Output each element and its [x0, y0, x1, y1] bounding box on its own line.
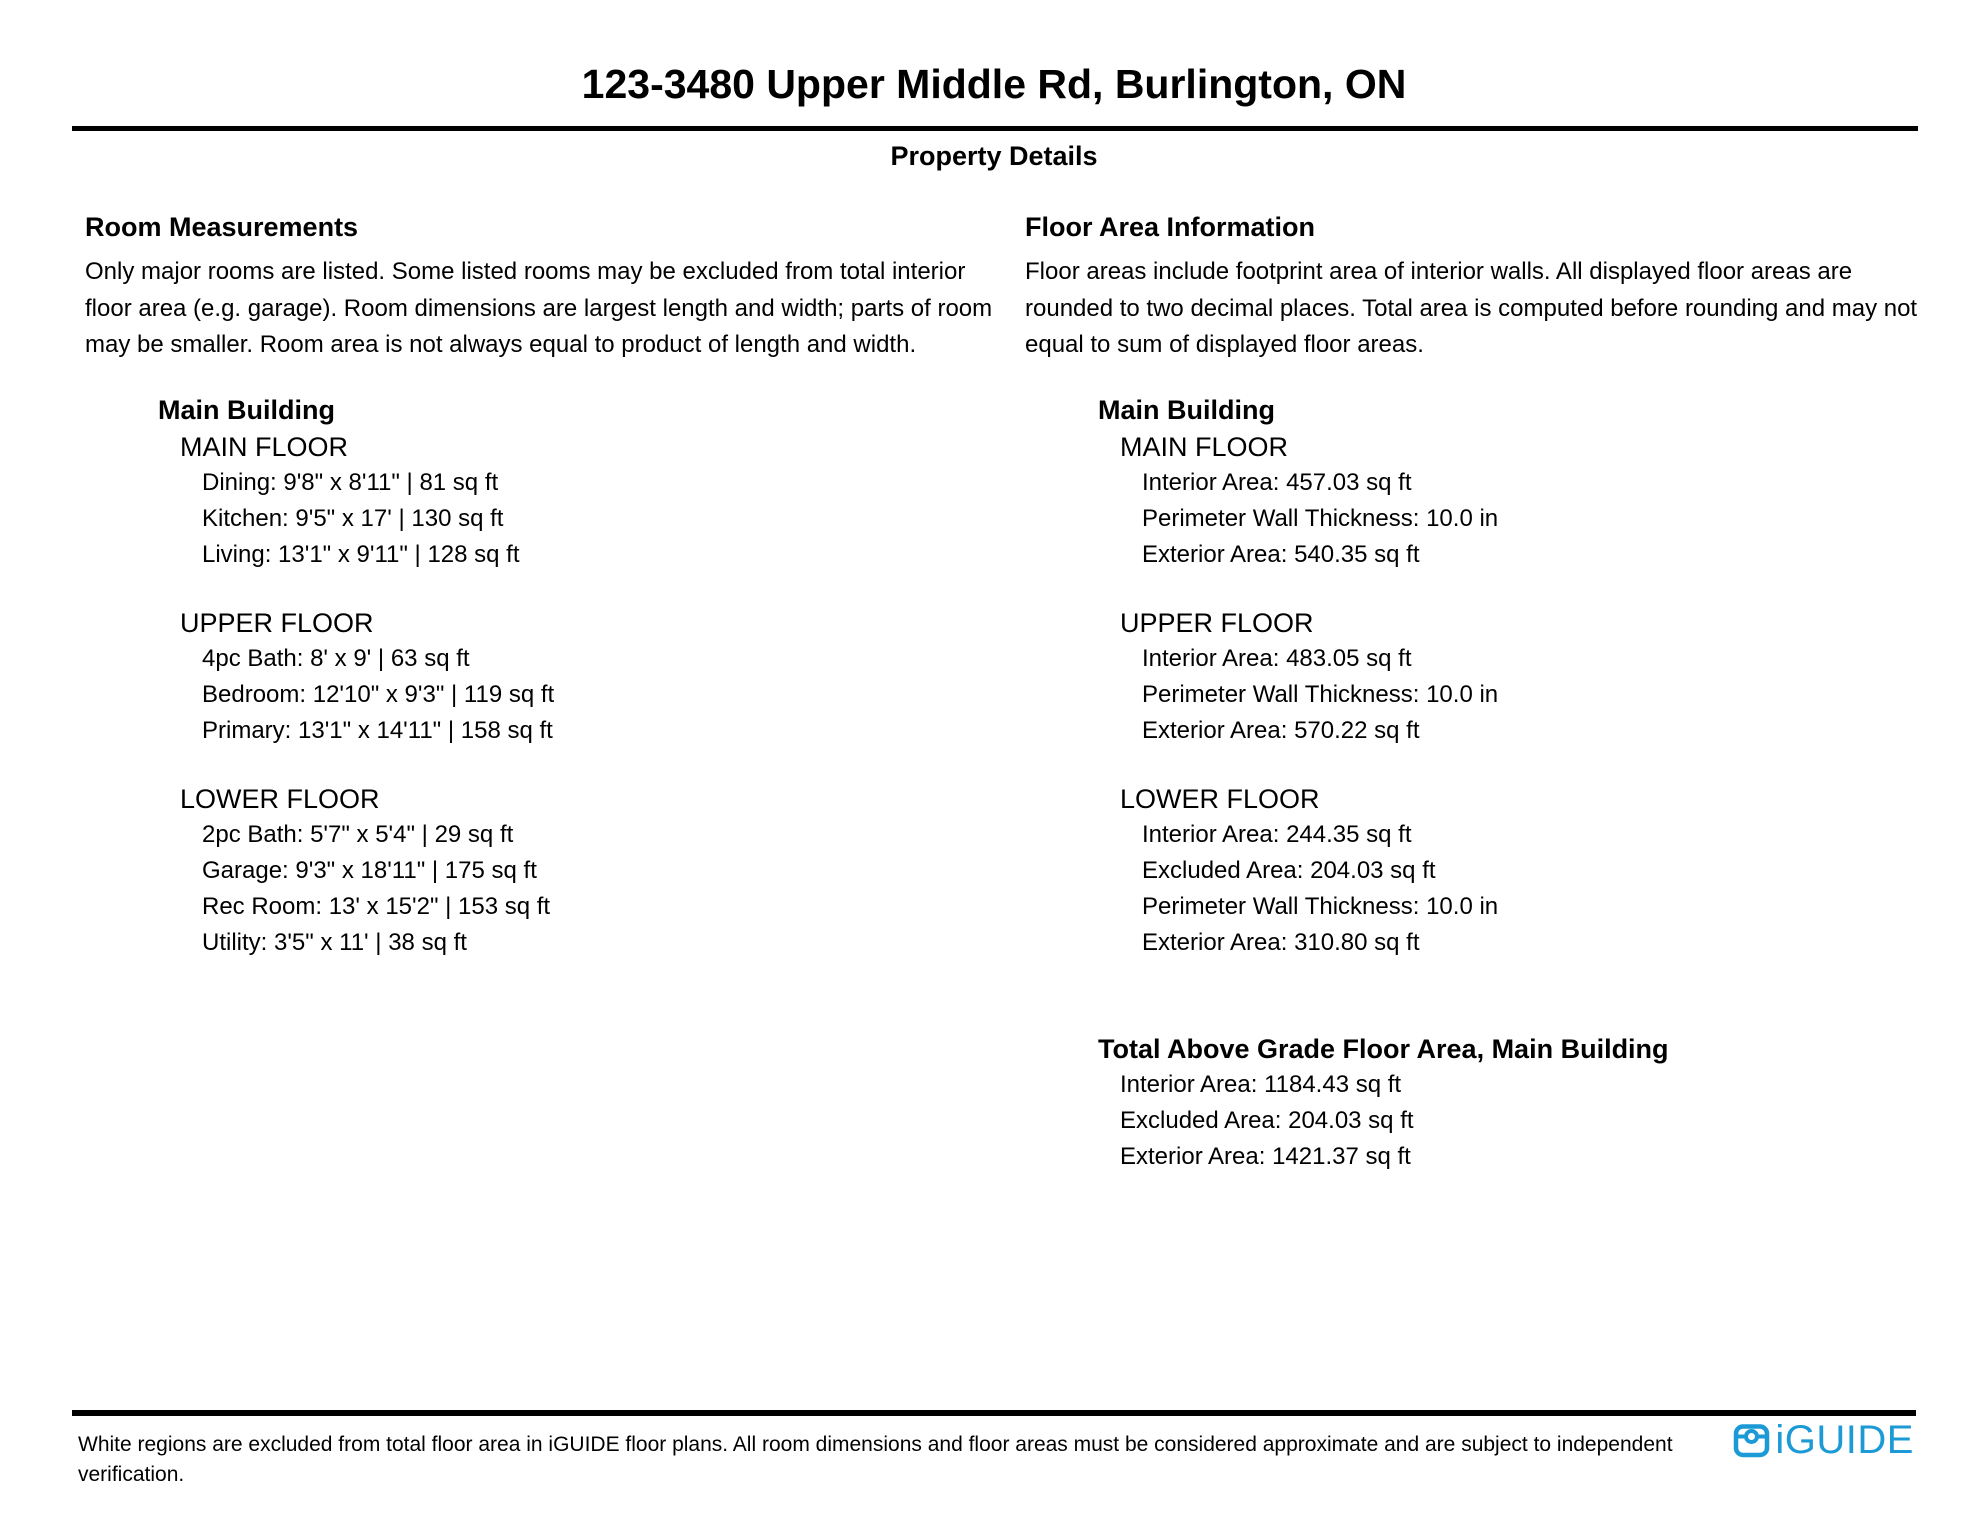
detail-line: Dining: 9'8" x 8'11" | 81 sq ft [202, 468, 499, 496]
room-measurements-description: Only major rooms are listed. Some listed rooms may be excluded from total interior floor area (e.g. garage). Room dimensions are largest length and width; parts of room may be smaller. Room area is not always equal to product of length and width. [85, 258, 993, 358]
floor-block [158, 429, 995, 573]
floor-block [1098, 781, 1940, 961]
detail-line: Rec Room: 13' x 15'2" | 153 sq ft [202, 892, 551, 920]
floor-name: MAIN FLOOR [1120, 431, 1289, 462]
detail-line: Garage: 9'3" x 18'11" | 175 sq ft [202, 856, 537, 884]
floor-area-heading: Floor Area Information [1025, 212, 1316, 242]
floor-lines [1120, 641, 1940, 749]
total-above-grade-heading: Total Above Grade Floor Area, Main Building [1098, 1033, 1669, 1064]
floor-area-section [1025, 211, 1940, 1175]
floor-area-building [1025, 394, 1940, 961]
building-name: Main Building [1098, 394, 1275, 425]
detail-line: Living: 13'1" x 9'11" | 128 sq ft [202, 540, 520, 568]
floor-block [158, 605, 995, 749]
detail-line: Interior Area: 483.05 sq ft [1142, 644, 1412, 672]
floor-lines [1120, 465, 1940, 573]
floor-area-floor-list [1098, 429, 1940, 961]
floor-block [1098, 605, 1940, 749]
total-above-grade-block [1025, 1031, 1940, 1175]
detail-line: Kitchen: 9'5" x 17' | 130 sq ft [202, 504, 504, 532]
room-measurements-section [85, 211, 995, 961]
iguide-logo-text: iGUIDE [1775, 1418, 1914, 1462]
detail-line: Primary: 13'1" x 14'11" | 158 sq ft [202, 716, 553, 744]
room-measurements-building [85, 394, 995, 961]
room-measurements-floor-list [158, 429, 995, 961]
detail-line: 2pc Bath: 5'7" x 5'4" | 29 sq ft [202, 820, 514, 848]
detail-line: Exterior Area: 310.80 sq ft [1142, 928, 1420, 956]
detail-line: Interior Area: 457.03 sq ft [1142, 468, 1412, 496]
footer-disclaimer: White regions are excluded from total floor area in iGUIDE floor plans. All room dimensions and floor areas must be considered approximate and are subject to independent verification. [78, 1433, 1673, 1486]
total-detail-line: Excluded Area: 204.03 sq ft [1120, 1106, 1414, 1134]
detail-line: Utility: 3'5" x 11' | 38 sq ft [202, 928, 467, 956]
detail-line: 4pc Bath: 8' x 9' | 63 sq ft [202, 644, 470, 672]
detail-line: Perimeter Wall Thickness: 10.0 in [1142, 892, 1499, 920]
iguide-logo [1733, 1420, 1914, 1460]
detail-line: Interior Area: 244.35 sq ft [1142, 820, 1412, 848]
detail-line: Bedroom: 12'10" x 9'3" | 119 sq ft [202, 680, 555, 708]
floor-name: LOWER FLOOR [180, 783, 380, 814]
iguide-camera-icon [1733, 1422, 1770, 1459]
floor-area-description: Floor areas include footprint area of interior walls. All displayed floor areas are rounded to two decimal places. Total area is computed before rounding and may not equal to sum of displayed floor areas. [1025, 258, 1918, 358]
detail-line: Excluded Area: 204.03 sq ft [1142, 856, 1436, 884]
detail-line: Perimeter Wall Thickness: 10.0 in [1142, 680, 1499, 708]
detail-line: Exterior Area: 540.35 sq ft [1142, 540, 1420, 568]
total-above-grade-lines [1098, 1067, 1940, 1175]
floor-lines [180, 817, 995, 961]
building-name: Main Building [158, 394, 335, 425]
room-measurements-heading: Room Measurements [85, 212, 359, 242]
total-detail-line: Exterior Area: 1421.37 sq ft [1120, 1142, 1411, 1170]
detail-line: Exterior Area: 570.22 sq ft [1142, 716, 1420, 744]
footer-divider [72, 1410, 1916, 1416]
floor-name: UPPER FLOOR [180, 607, 374, 638]
floor-block [1098, 429, 1940, 573]
floor-lines [1120, 817, 1940, 961]
page-subtitle: Property Details [890, 141, 1098, 171]
title-divider [72, 126, 1918, 131]
total-detail-line: Interior Area: 1184.43 sq ft [1120, 1070, 1402, 1098]
floor-name: UPPER FLOOR [1120, 607, 1314, 638]
floor-name: LOWER FLOOR [1120, 783, 1320, 814]
floor-lines [180, 465, 995, 573]
floor-lines [180, 641, 995, 749]
page-title: 123-3480 Upper Middle Rd, Burlington, ON [581, 61, 1407, 107]
floor-block [158, 781, 995, 961]
detail-line: Perimeter Wall Thickness: 10.0 in [1142, 504, 1499, 532]
floor-name: MAIN FLOOR [180, 431, 349, 462]
